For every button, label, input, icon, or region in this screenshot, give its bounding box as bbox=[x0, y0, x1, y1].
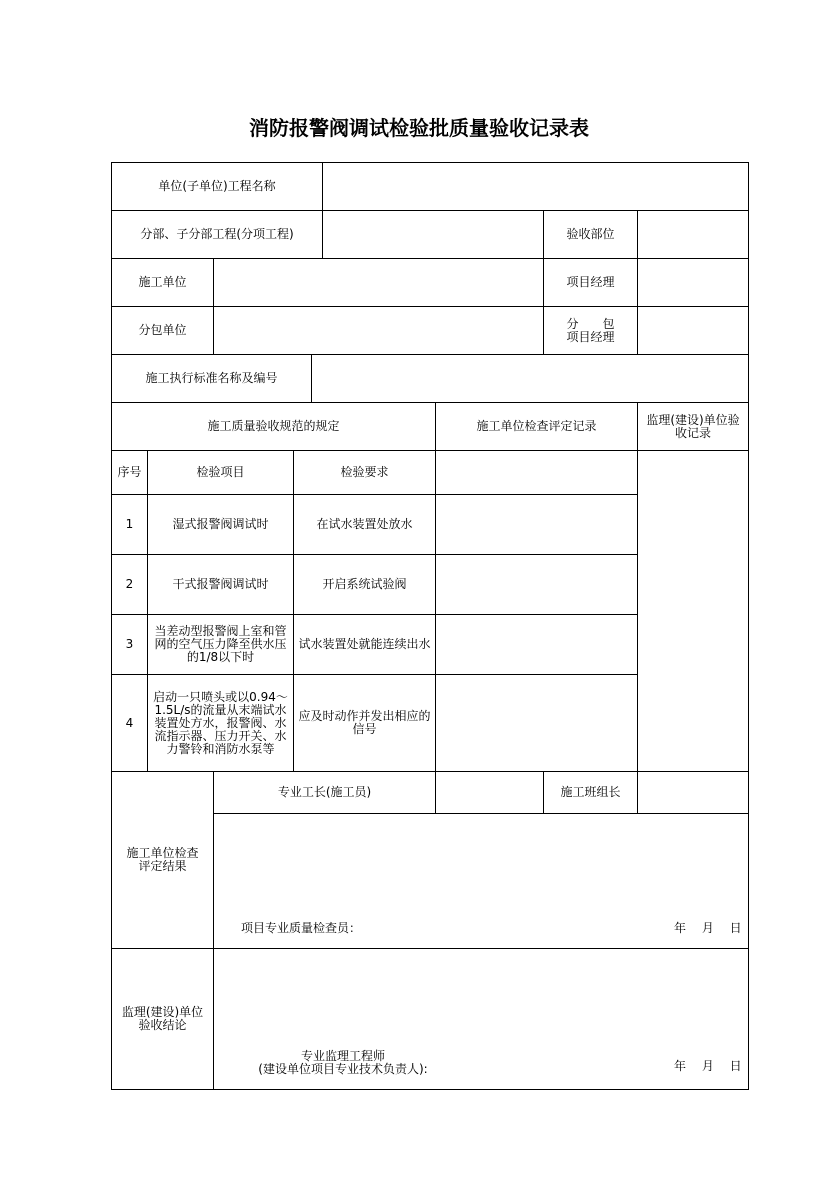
row-item: 干式报警阀调试时 bbox=[147, 554, 294, 615]
acceptance-part-field[interactable] bbox=[637, 210, 749, 259]
project-manager-label: 项目经理 bbox=[543, 258, 638, 307]
construction-unit-field[interactable] bbox=[213, 258, 544, 307]
engineer-label-line2: (建设单位项目专业技术负责人): bbox=[258, 1062, 428, 1076]
foreman-label: 专业工长(施工员) bbox=[213, 771, 436, 814]
row-item: 湿式报警阀调试时 bbox=[147, 494, 294, 555]
supervision-record-header: 监理(建设)单位验收记录 bbox=[637, 402, 749, 451]
sub-manager-label-line2: 项目经理 bbox=[566, 329, 615, 344]
standard-field[interactable] bbox=[311, 354, 749, 403]
subcontractor-label: 分包单位 bbox=[111, 306, 214, 355]
item-header: 检验项目 bbox=[147, 450, 294, 495]
row-record[interactable] bbox=[435, 614, 638, 675]
row-requirement: 在试水装置处放水 bbox=[293, 494, 436, 555]
engineer-label-line1: 专业监理工程师 bbox=[300, 1049, 385, 1063]
row-item: 当差动型报警阀上室和管网的空气压力降至供水压的1/8以下时 bbox=[147, 614, 294, 675]
engineer-signature-label bbox=[248, 1050, 438, 1076]
inspector-label: 项目专业质量检查员： bbox=[241, 921, 362, 935]
construction-result-label: 施工单位检查评定结果 bbox=[111, 771, 214, 949]
construction-unit-label: 施工单位 bbox=[111, 258, 214, 307]
foreman-field[interactable] bbox=[435, 771, 544, 814]
supervision-date: 年 月 日 bbox=[674, 1059, 742, 1073]
unit-project-field[interactable] bbox=[322, 162, 749, 211]
construction-date: 年 月 日 bbox=[674, 921, 742, 935]
sub-project-field[interactable] bbox=[322, 210, 544, 259]
supervision-conclusion-label: 监理(建设)单位验收结论 bbox=[111, 948, 214, 1090]
sub-manager-label-line1: 分 包 bbox=[566, 316, 615, 331]
row-requirement: 试水装置处就能连续出水 bbox=[293, 614, 436, 675]
team-leader-label: 施工班组长 bbox=[543, 771, 638, 814]
row-no: 2 bbox=[111, 554, 148, 615]
row-no: 4 bbox=[111, 674, 148, 772]
row-requirement: 开启系统试验阀 bbox=[293, 554, 436, 615]
acceptance-part-label: 验收部位 bbox=[543, 210, 638, 259]
sub-project-label: 分部、子分部工程(分项工程) bbox=[111, 210, 323, 259]
construction-record-cell[interactable] bbox=[435, 450, 638, 495]
team-leader-field[interactable] bbox=[637, 771, 749, 814]
row-record[interactable] bbox=[435, 494, 638, 555]
standard-label: 施工执行标准名称及编号 bbox=[111, 354, 312, 403]
project-manager-field[interactable] bbox=[637, 258, 749, 307]
row-item: 启动一只喷头或以0.94～1.5L/s的流量从末端试水装置处方水，报警阀、水流指示器、压力开关、水力警铃和消防水泵等 bbox=[147, 674, 294, 772]
row-requirement: 应及时动作并发出相应的信号 bbox=[293, 674, 436, 772]
row-no: 1 bbox=[111, 494, 148, 555]
row-record[interactable] bbox=[435, 674, 638, 772]
sub-manager-field[interactable] bbox=[637, 306, 749, 355]
sub-manager-label bbox=[543, 306, 638, 355]
row-no: 3 bbox=[111, 614, 148, 675]
no-header: 序号 bbox=[111, 450, 148, 495]
spec-header: 施工质量验收规范的规定 bbox=[111, 402, 436, 451]
unit-project-label: 单位(子单位)工程名称 bbox=[111, 162, 323, 211]
construction-record-header: 施工单位检查评定记录 bbox=[435, 402, 638, 451]
page-title: 消防报警阀调试检验批质量验收记录表 bbox=[249, 116, 589, 140]
subcontractor-field[interactable] bbox=[213, 306, 544, 355]
requirement-header: 检验要求 bbox=[293, 450, 436, 495]
row-record[interactable] bbox=[435, 554, 638, 615]
supervision-record-field[interactable] bbox=[637, 450, 749, 772]
